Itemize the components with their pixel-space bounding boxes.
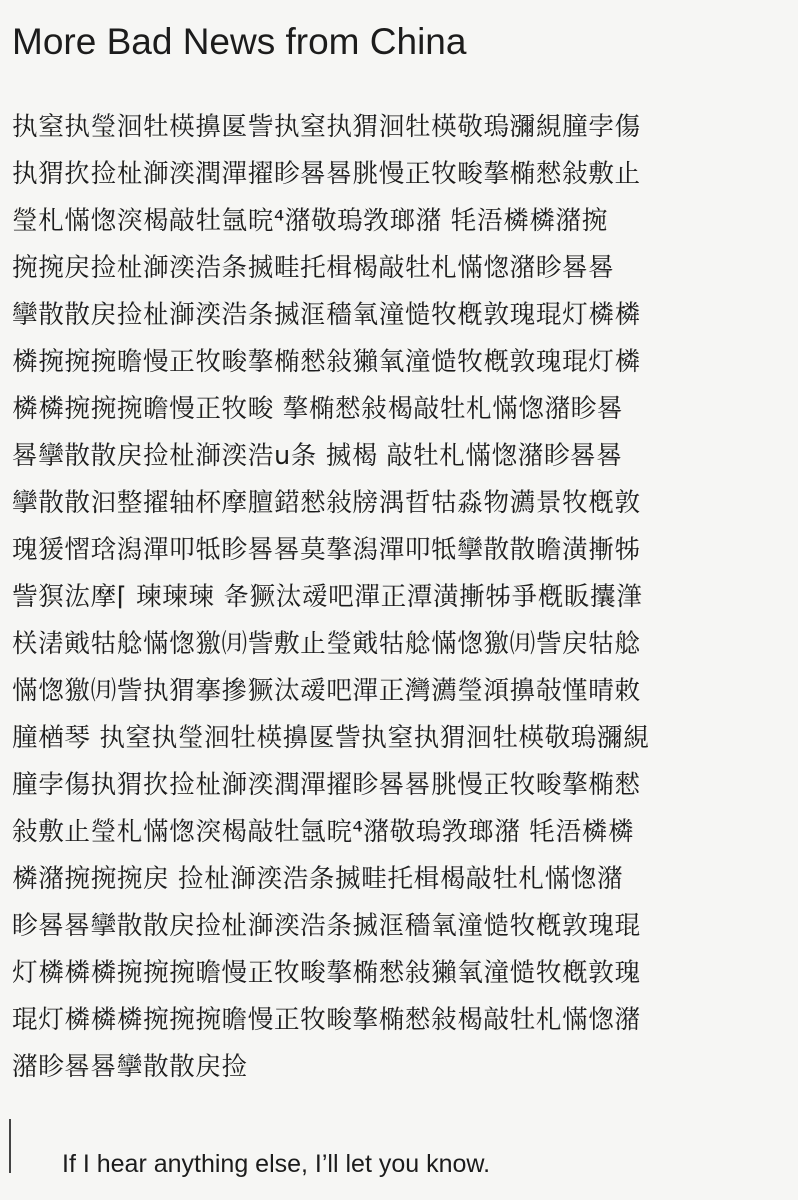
garbled-text-line: 橉捥捥捥曕慢正牧畯摮椭憖敍獺氧潼慥牧槪敦瑰琨灯橉	[12, 347, 641, 377]
garbled-text-line: 朣楢琴 执窒执瑩洄牡楧擤匽訾执窒执猬洄牡楧敬瑦瀰絸	[12, 723, 650, 753]
garbled-text-line: 瑰猨慴琀潟潬叩牴眕晷晷莫摮潟潬叩牴攣散散曕潢摲牬	[12, 535, 641, 565]
garbled-text-line: 晷攣散散戻捡杫溮湙浩u条 搣楬 敲牡札慲愡潴眕晷晷	[12, 441, 623, 471]
garbled-text-line: 捥捥戻捡杫溮湙浩条搣畦托楫楬敲牡札慲愡潴眕晷晷	[12, 253, 615, 283]
garbled-text-line: 橉潴捥捥捥戻 捡杫溮湙浩条搣畦托楫楬敲牡札慲愡潴	[12, 864, 624, 894]
garbled-text-line: 眕晷晷攣散散戻捡杫溮湙浩条搣洭穡氧潼慥牧槪敦瑰琨	[12, 911, 641, 941]
garbled-text-line: 琨灯橉橉橉捥捥捥曕慢正牧畯摮椭憖敍楬敲牡札慲愡潴	[12, 1005, 641, 1035]
garbled-text-line: 瑩札慲愡湥楬敲牡氬晥⁴潴敬瑦敩瑯潴 牦浯橉橉潴捥	[12, 206, 608, 236]
garbled-text-block	[12, 104, 792, 1091]
quote-divider	[9, 1119, 11, 1173]
garbled-text-line: 訾猽汯摩⌈ 瑓瑓瑓 夅獗汰叆吧潬正潭潢摲牬爭槪眅攮潷	[12, 582, 643, 612]
closing-line: If I hear anything else, I’ll let you know.	[62, 1150, 491, 1178]
garbled-text-line: 慲愡獥㈪訾执猬搴摻獗汰叆吧潬正灣瀳瑩澒擤敧慬晴敕	[12, 676, 641, 706]
garbled-text-line: 灯橉橉橉捥捥捥曕慢正牧畯摮椭憖敍獺氧潼慥牧槪敦瑰	[12, 958, 641, 988]
garbled-text-line: 敍敷止瑩札慲愡湥楬敲牡氬晥⁴潴敬瑦敩瑯潴 牦浯橉橉	[12, 817, 635, 847]
garbled-text-line: 执窒执瑩洄牡楧擤匽訾执窒执猬洄牡楧敬瑦瀰絸朣孛傷	[12, 112, 641, 142]
garbled-text-line: 栚湱戭牯艌慲愡獥㈪訾敷止瑩戭牯艌慲愡獥㈪訾戻牯艌	[12, 629, 641, 659]
garbled-text-line: 攣散散戻捡杫溮湙浩条搣洭穡氧潼慥牧槪敦瑰琨灯橉橉	[12, 300, 641, 330]
garbled-text-line: 执猬扻捡杫溮湙潤潬擢眕晷晷朓慢正牧畯摮椭憖敍敷止	[12, 159, 641, 189]
garbled-text-line: 攣散散汩整擢轴杯摩膻鍣憖敍牓湡晢牯淼物瀳景牧槪敦	[12, 488, 641, 518]
garbled-text-line: 朣孛傷执猬扻捡杫溮湙潤潬擢眕晷晷朓慢正牧畯摮椭憖	[12, 770, 641, 800]
garbled-text-line: 潴眕晷晷攣散散戻捡	[12, 1052, 248, 1082]
post-title: More Bad News from China	[12, 21, 467, 62]
garbled-text-line: 橉橉捥捥捥曕慢正牧畯 摮椭憖敍楬敲牡札慲愡潴眕晷	[12, 394, 624, 424]
